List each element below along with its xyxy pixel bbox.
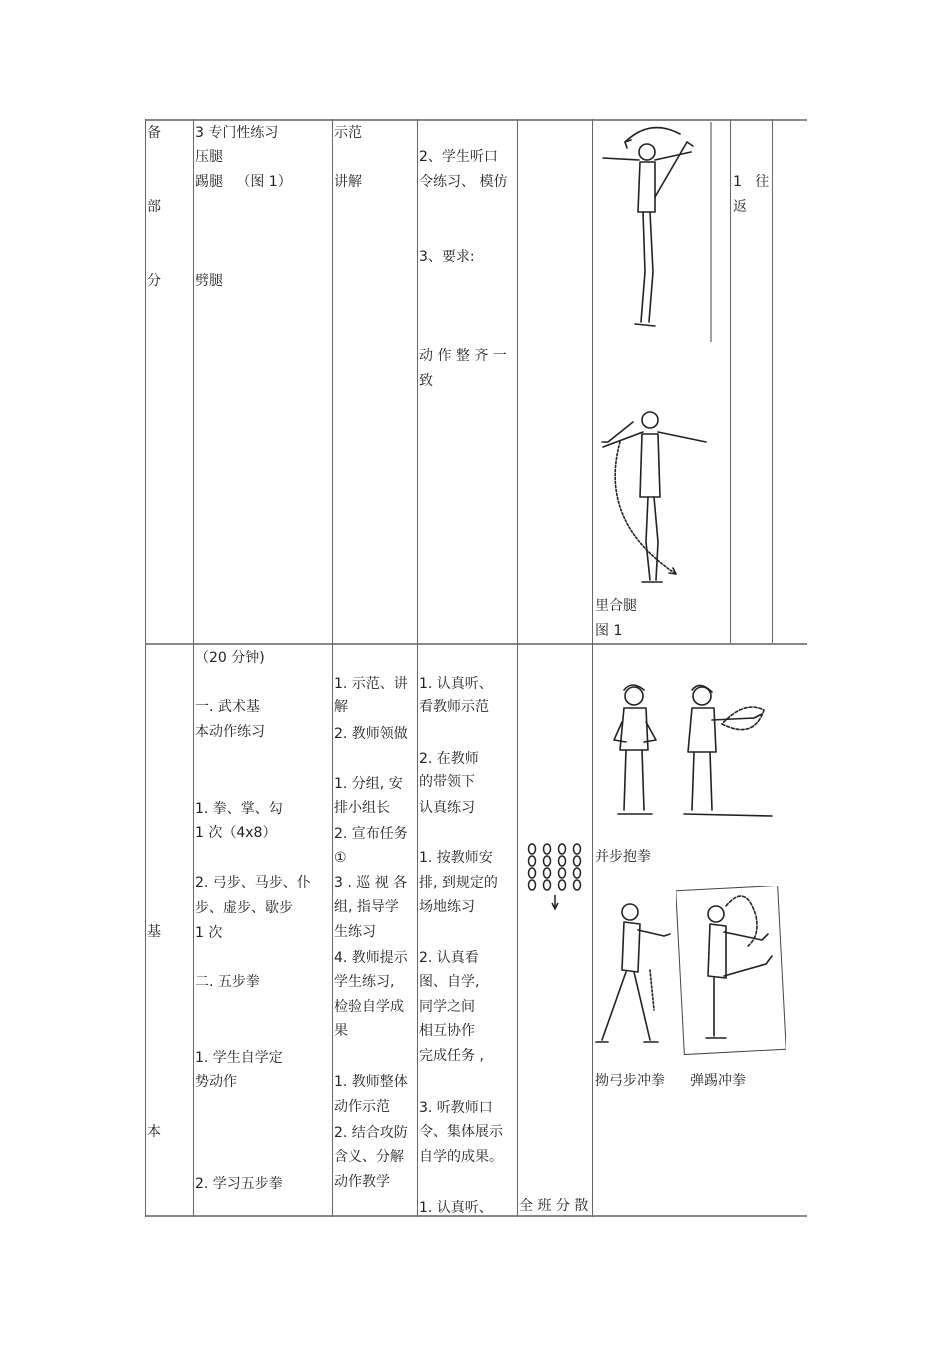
- formation-marker: [559, 844, 566, 854]
- col-border-6: [592, 119, 593, 1217]
- section-label-char: 部: [147, 199, 161, 215]
- content-line: 1. 拳、掌、勾: [195, 801, 283, 817]
- teacher-line: 解: [334, 699, 348, 715]
- student-line: 看教师示范: [419, 699, 489, 715]
- teacher-marker: [552, 895, 558, 909]
- teacher-line: 检验自学成: [334, 999, 404, 1015]
- formation-marker: [529, 856, 536, 866]
- content-line: 2. 弓步、马步、仆: [195, 875, 311, 891]
- formation-marker: [529, 868, 536, 878]
- section-label-char: 分: [147, 273, 161, 289]
- student-line: 同学之间: [419, 999, 475, 1015]
- teacher-line: 果: [334, 1023, 348, 1039]
- formation-marker: [574, 880, 581, 890]
- teacher-line: ①: [334, 850, 347, 866]
- teacher-line: 3 . 巡 视 各: [334, 875, 408, 891]
- student-line: 1. 按教师安: [419, 850, 493, 866]
- section-label-char: 本: [147, 1124, 161, 1140]
- content-line: 2. 学习五步拳: [195, 1176, 283, 1192]
- formation-marker: [574, 856, 581, 866]
- formation-diagram: [525, 843, 585, 913]
- teacher-line: 2. 结合攻防: [334, 1125, 408, 1141]
- formation-marker: [559, 856, 566, 866]
- content-line: 1. 学生自学定: [195, 1050, 283, 1066]
- student-line: 3、要求:: [419, 249, 475, 265]
- teacher-line: 2. 宣布任务: [334, 826, 408, 842]
- formation-marker: [544, 868, 551, 878]
- student-line: 动 作 整 齐 一: [419, 348, 507, 364]
- col-border-1: [145, 119, 146, 1217]
- teacher-line: 讲解: [334, 174, 362, 190]
- student-line: 1. 认真听、: [419, 676, 493, 692]
- col-border-3: [332, 119, 333, 1217]
- formation-marker: [529, 844, 536, 854]
- formation-marker: [544, 856, 551, 866]
- organization-text: 全 班 分 散: [519, 1198, 589, 1214]
- teacher-line: 1. 教师整体: [334, 1074, 408, 1090]
- student-line: 自学的成果。: [419, 1149, 503, 1165]
- formation-marker: [574, 868, 581, 878]
- student-line: 2、学生听口: [419, 149, 498, 165]
- col-border-5: [517, 119, 518, 1217]
- content-line: 3 专门性练习: [195, 125, 279, 141]
- section-label-char: 备: [147, 125, 161, 141]
- student-line: 相互协作: [419, 1023, 475, 1039]
- content-line: （20 分钟): [195, 650, 265, 666]
- content-line: 劈腿: [195, 273, 223, 289]
- teacher-line: 示范: [334, 125, 362, 141]
- figure-caption: 拗弓步冲拳: [595, 1073, 665, 1089]
- content-line: 一. 武术基: [195, 699, 260, 715]
- content-line: 1 次（4x8）: [195, 825, 277, 841]
- bow-stance-punch-illustration: [594, 900, 674, 1050]
- teacher-line: 含义、分解: [334, 1149, 404, 1165]
- content-line: 本动作练习: [195, 724, 265, 740]
- teacher-line: 动作教学: [334, 1174, 390, 1190]
- formation-marker: [544, 844, 551, 854]
- content-line: 压腿: [195, 149, 223, 165]
- teacher-line: 排小组长: [334, 800, 390, 816]
- col-border-7: [730, 119, 731, 643]
- student-line: 认真练习: [419, 800, 475, 816]
- col-border-8: [772, 119, 773, 643]
- formation-marker: [574, 844, 581, 854]
- content-line: 势动作: [195, 1074, 237, 1090]
- teacher-line: 4. 教师提示: [334, 950, 408, 966]
- content-line: 踢腿 （图 1）: [195, 174, 292, 190]
- student-line: 完成任务 ,: [419, 1048, 484, 1064]
- figure-caption: 图 1: [595, 623, 623, 639]
- formation-marker: [529, 880, 536, 890]
- content-line: 1 次: [195, 925, 223, 941]
- teacher-line: 组, 指导学: [334, 899, 399, 915]
- fists-at-waist-illustration: [604, 680, 776, 822]
- student-line: 图、自学,: [419, 974, 480, 990]
- student-line: 3. 听教师口: [419, 1100, 493, 1116]
- figure-caption: 弹踢冲拳: [690, 1073, 746, 1089]
- content-line: 二. 五步拳: [195, 974, 260, 990]
- figure-caption: 里合腿: [595, 598, 637, 614]
- count-line: 返: [733, 199, 747, 215]
- col-border-2: [193, 119, 194, 1217]
- student-line: 令练习、 模仿: [419, 174, 508, 190]
- formation-marker: [544, 880, 551, 890]
- student-line: 2. 在教师: [419, 751, 479, 767]
- student-line: 排, 到规定的: [419, 875, 498, 891]
- student-line: 令、集体展示: [419, 1124, 503, 1140]
- content-line: 步、虚步、歇步: [195, 900, 293, 916]
- student-line: 场地练习: [419, 899, 475, 915]
- teacher-line: 2. 教师领做: [334, 726, 408, 742]
- section-divider: [145, 643, 807, 645]
- teacher-line: 学生练习,: [334, 974, 395, 990]
- teacher-line: 动作示范: [334, 1099, 390, 1115]
- teacher-line: 1. 分组, 安: [334, 776, 403, 792]
- count-line: 1 往: [733, 174, 770, 190]
- formation-marker: [559, 868, 566, 878]
- section-label-char: 基: [147, 924, 161, 940]
- teacher-line: 生练习: [334, 924, 376, 940]
- student-line: 的带领下: [419, 774, 475, 790]
- kick-figure-illustration: [595, 122, 715, 344]
- formation-marker: [559, 880, 566, 890]
- inner-crescent-kick-illustration: [598, 402, 713, 592]
- student-line: 2. 认真看: [419, 950, 479, 966]
- student-line: 致: [419, 373, 433, 389]
- teacher-line: 1. 示范、讲: [334, 676, 408, 692]
- col-border-4: [417, 119, 418, 1217]
- figure-caption: 并步抱拳: [595, 849, 651, 865]
- snap-kick-punch-illustration: [676, 886, 786, 1056]
- student-line: 1. 认真听、: [419, 1200, 493, 1216]
